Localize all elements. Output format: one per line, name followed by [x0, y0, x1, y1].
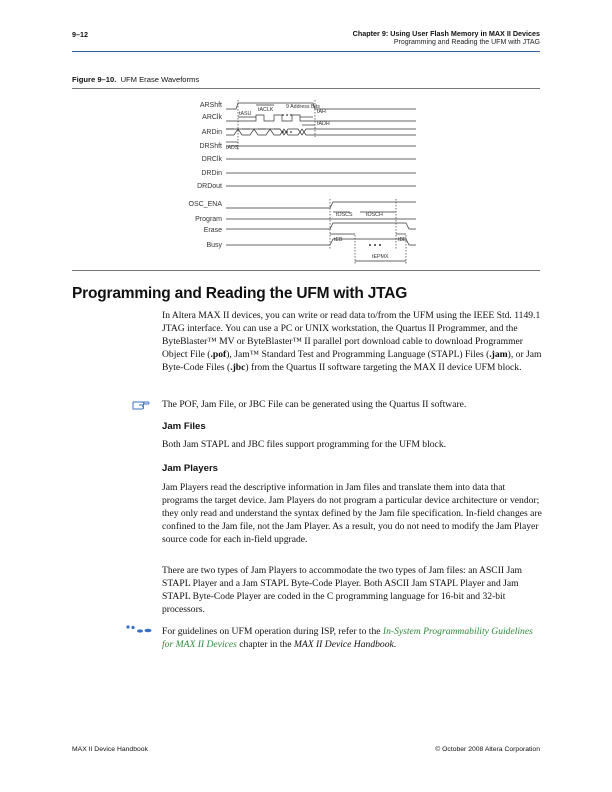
timing-label: tAH — [317, 109, 326, 115]
signal-label: OSC_ENA — [188, 201, 222, 208]
figure-caption — [72, 75, 199, 84]
signal-label: DRShft — [199, 143, 222, 150]
signal-label: Program — [195, 216, 222, 223]
signal-label: DRClk — [201, 156, 222, 163]
signal-label: ARClk — [202, 114, 222, 121]
pointing-hand-note-icon — [132, 397, 150, 411]
timing-label: tACLK — [258, 107, 274, 113]
figure-title: UFM Erase Waveforms — [120, 75, 200, 84]
timing-label: tOSCS — [336, 212, 353, 218]
jam-files-heading: Jam Files — [162, 421, 206, 432]
section-heading: Programming and Reading the UFM with JTAG — [72, 285, 408, 302]
isp-guidelines-link[interactable]: In-System Programmability Guidelines for MAX II Devices — [162, 626, 533, 650]
figure-label: Figure 9–10. — [72, 75, 117, 84]
jam-players-paragraph-1: Jam Players read the descriptive information in Jam files and translate them into data that programs the target device. Jam Players do not program a particular device architecture or vendor; they only read and understand the syntax defined by the Jam file specification. In-field changes are confined to the Jam file, not the Jam Player. As a result, you do not need to modify the Jam Player source code for each in-field upgrade. — [162, 482, 542, 545]
signal-label: DRDin — [201, 170, 222, 177]
jam-players-heading: Jam Players — [162, 463, 219, 474]
handbook-title: MAX II Device Handbook — [293, 639, 394, 650]
timing-label: tADH — [317, 121, 330, 127]
timing-label: tEB — [334, 237, 343, 243]
signal-label: Erase — [203, 227, 222, 234]
timing-label: tADS — [226, 145, 239, 151]
signal-label: ARShft — [199, 102, 222, 109]
erase-waveform-diagram — [180, 95, 430, 267]
timing-label: tOSCH — [366, 212, 383, 218]
guidelines-paragraph: For guidelines on UFM operation during ISP, refer to the In-System Programmability Guidelines for MAX II Devices chapter in the MAX II Device Handbook. — [162, 626, 533, 650]
header-rule — [72, 51, 540, 52]
figure-top-rule — [72, 88, 540, 89]
running-section-title: Programming and Reading the UFM with JTAG — [393, 39, 540, 46]
page-number: 9–12 — [72, 30, 88, 39]
cross-reference-link-icon — [124, 623, 154, 637]
figure-bottom-rule — [72, 270, 540, 271]
signal-label: ARDin — [201, 129, 222, 136]
timing-label: tEPMX — [372, 254, 389, 260]
footer-handbook: MAX II Device Handbook — [72, 746, 148, 753]
intro-paragraph: In Altera MAX II devices, you can write or read data to/from the UFM using the IEEE Std. 1149.1 JTAG interface. You can use a PC or UNIX workstation, the Quartus II Programmer, and the ByteBlaster™ MV or ByteBlaster™ II parallel port download cable to download Programmer Object File (.pof), Jam™ Standard Test and Programming Language (STAPL) Files (.jam), or Jam Byte-Code Files (.jbc) from the Quartus II software targeting the MAX II device UFM block. — [162, 310, 542, 373]
jam-files-paragraph: Both Jam STAPL and JBC files support programming for the UFM block. — [162, 439, 447, 450]
timing-label: tASU — [239, 111, 252, 117]
note-text: The POF, Jam File, or JBC File can be generated using the Quartus II software. — [162, 399, 467, 410]
footer-copyright: © October 2008 Altera Corporation — [435, 746, 540, 753]
timing-label: 9 Address Bits — [286, 104, 320, 110]
signal-label: DRDout — [197, 183, 222, 190]
timing-label: tBE — [398, 237, 407, 243]
chapter-title: Chapter 9: Using User Flash Memory in MAX II Devices — [352, 29, 540, 38]
signal-label: Busy — [206, 242, 222, 249]
jam-players-paragraph-2: There are two types of Jam Players to accommodate the two types of Jam files: an ASCII Jam STAPL Player and a Jam STAPL Byte-Code Player. Both ASCII Jam STAPL Player and Jam STAPL Byte-Code Player are coded in the C programming language for 16-bit and 32-bit processors. — [162, 565, 522, 615]
